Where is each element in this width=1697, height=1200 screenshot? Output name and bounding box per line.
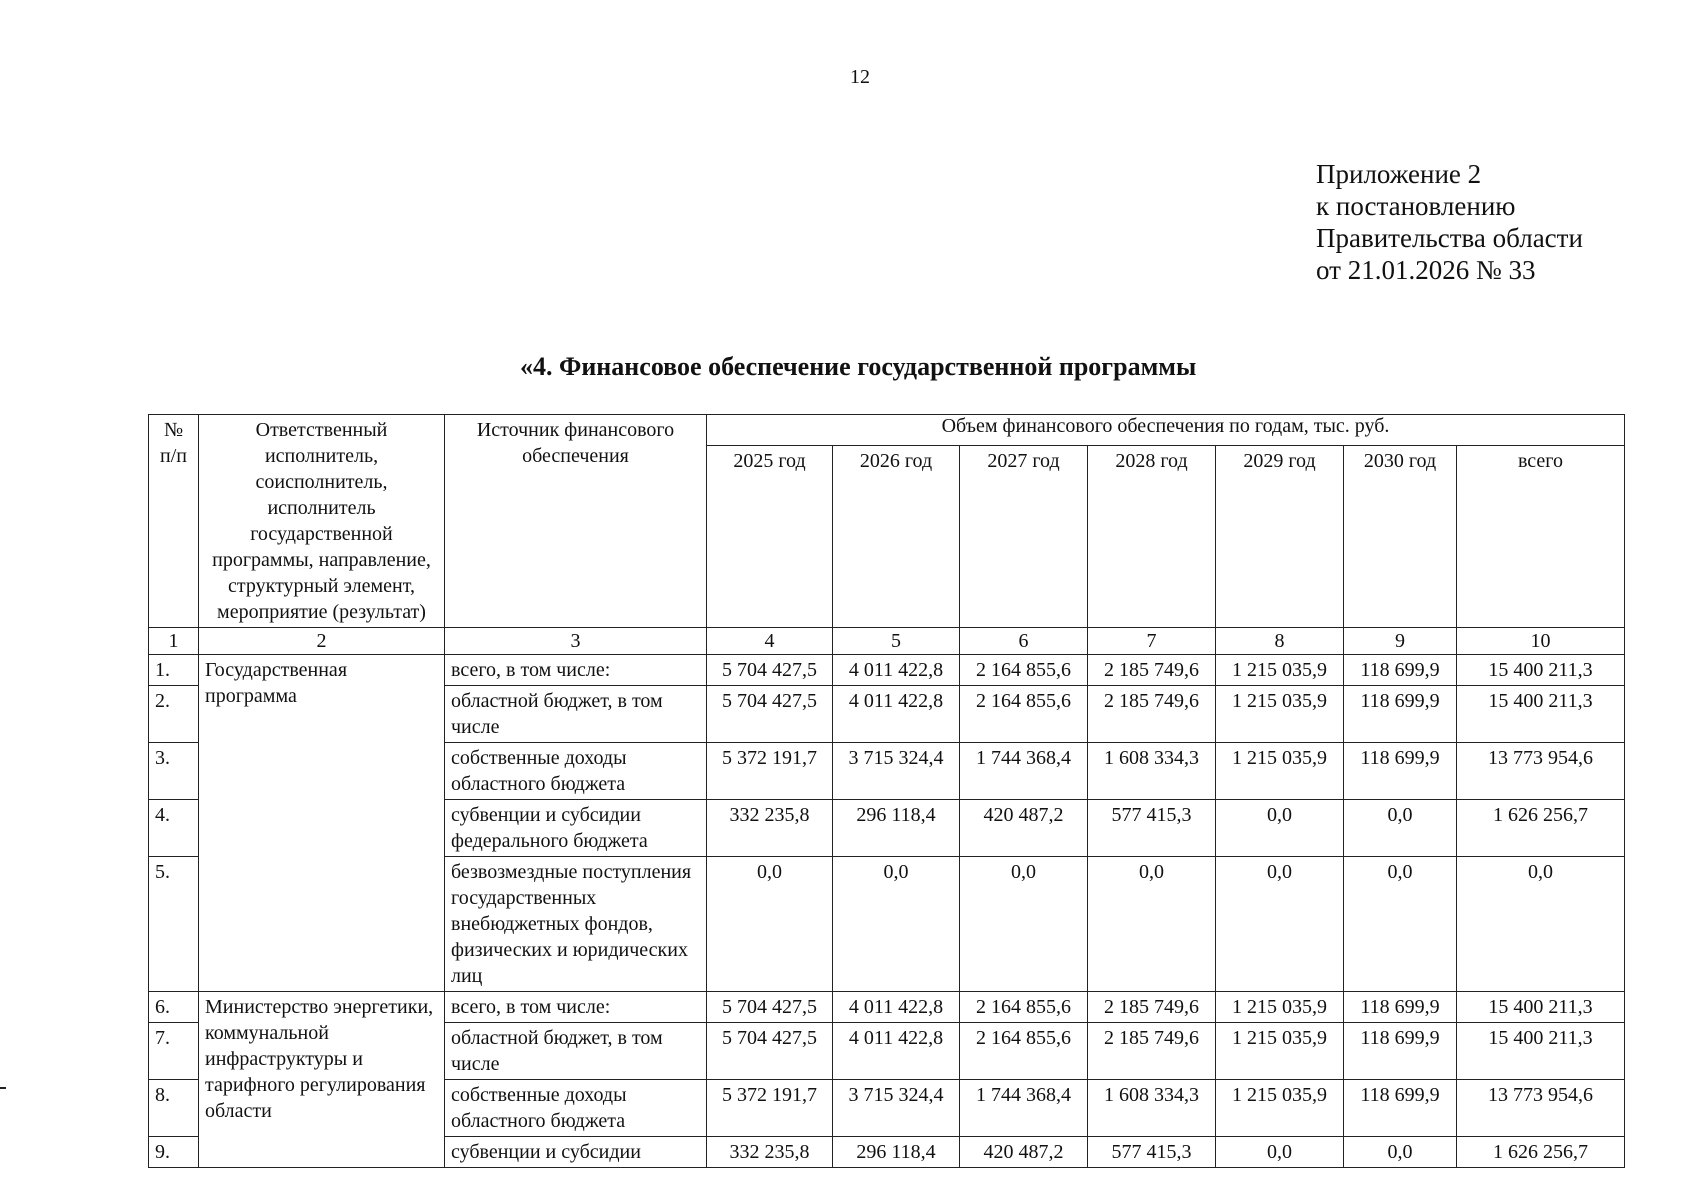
column-index: 10 [1457, 628, 1625, 655]
value-cell: 577 415,3 [1088, 1137, 1216, 1168]
value-cell: 577 415,3 [1088, 800, 1216, 857]
column-index: 4 [707, 628, 833, 655]
value-cell: 4 011 422,8 [833, 992, 960, 1023]
source-cell: собственные доходы областного бюджета [445, 743, 707, 800]
source-cell: безвозмездные поступления государственных внебюджетных фондов, физических и юридических лиц [445, 857, 707, 992]
header-year: 2025 год [707, 446, 833, 628]
column-index: 2 [199, 628, 445, 655]
value-cell: 0,0 [833, 857, 960, 992]
column-index: 6 [960, 628, 1088, 655]
value-cell: 2 164 855,6 [960, 1023, 1088, 1080]
financing-table [148, 414, 1625, 1168]
value-cell: 332 235,8 [707, 800, 833, 857]
source-cell: всего, в том числе: [445, 992, 707, 1023]
value-cell: 0,0 [1216, 800, 1344, 857]
source-cell: всего, в том числе: [445, 655, 707, 686]
value-cell: 3 715 324,4 [833, 743, 960, 800]
value-cell: 5 704 427,5 [707, 992, 833, 1023]
total-cell: 13 773 954,6 [1457, 1080, 1625, 1137]
row-number: 9. [149, 1137, 199, 1168]
responsible-cell: Министерство энергетики, коммунальной инфраструктуры и тарифного регулирования области [199, 992, 445, 1168]
source-cell: областной бюджет, в том числе [445, 686, 707, 743]
value-cell: 0,0 [1216, 1137, 1344, 1168]
appendix-line: к постановлению [1316, 191, 1516, 221]
source-cell: областной бюджет, в том числе [445, 1023, 707, 1080]
header-year: 2028 год [1088, 446, 1216, 628]
header-responsible: Ответственный исполнитель, соисполнитель, исполнитель государственной программы, направление, структурный элемент, мероприятие (результат) [199, 415, 445, 628]
row-number: 6. [149, 992, 199, 1023]
value-cell: 1 215 035,9 [1216, 686, 1344, 743]
value-cell: 296 118,4 [833, 1137, 960, 1168]
value-cell: 420 487,2 [960, 800, 1088, 857]
row-number: 8. [149, 1080, 199, 1137]
value-cell: 2 185 749,6 [1088, 1023, 1216, 1080]
value-cell: 2 164 855,6 [960, 655, 1088, 686]
header-year: 2030 год [1344, 446, 1457, 628]
column-index: 1 [149, 628, 199, 655]
column-index: 7 [1088, 628, 1216, 655]
header-year: 2026 год [833, 446, 960, 628]
value-cell: 1 215 035,9 [1216, 655, 1344, 686]
value-cell: 4 011 422,8 [833, 655, 960, 686]
value-cell: 1 744 368,4 [960, 743, 1088, 800]
total-cell: 15 400 211,3 [1457, 686, 1625, 743]
value-cell: 5 704 427,5 [707, 1023, 833, 1080]
value-cell: 1 215 035,9 [1216, 992, 1344, 1023]
total-cell: 15 400 211,3 [1457, 1023, 1625, 1080]
value-cell: 118 699,9 [1344, 686, 1457, 743]
value-cell: 3 715 324,4 [833, 1080, 960, 1137]
value-cell: 1 744 368,4 [960, 1080, 1088, 1137]
value-cell: 2 164 855,6 [960, 686, 1088, 743]
source-cell: субвенции и субсидии федерального бюджета [445, 800, 707, 857]
value-cell: 1 215 035,9 [1216, 1080, 1344, 1137]
total-cell: 0,0 [1457, 857, 1625, 992]
table-row [149, 655, 1625, 686]
value-cell: 1 608 334,3 [1088, 743, 1216, 800]
value-cell: 2 185 749,6 [1088, 992, 1216, 1023]
header-row-top [149, 415, 1625, 446]
value-cell: 2 185 749,6 [1088, 655, 1216, 686]
value-cell: 0,0 [1344, 800, 1457, 857]
value-cell: 5 372 191,7 [707, 1080, 833, 1137]
header-year: 2029 год [1216, 446, 1344, 628]
value-cell: 118 699,9 [1344, 992, 1457, 1023]
appendix-line: от 21.01.2026 № 33 [1316, 255, 1536, 285]
value-cell: 1 215 035,9 [1216, 743, 1344, 800]
value-cell: 5 704 427,5 [707, 686, 833, 743]
source-cell: субвенции и субсидии [445, 1137, 707, 1168]
row-number: 5. [149, 857, 199, 992]
value-cell: 118 699,9 [1344, 743, 1457, 800]
row-number: 1. [149, 655, 199, 686]
appendix-block [1316, 158, 1583, 286]
total-cell: 15 400 211,3 [1457, 992, 1625, 1023]
total-cell: 15 400 211,3 [1457, 655, 1625, 686]
value-cell: 0,0 [1344, 1137, 1457, 1168]
value-cell: 0,0 [1216, 857, 1344, 992]
value-cell: 5 372 191,7 [707, 743, 833, 800]
appendix-line: Правительства области [1316, 223, 1583, 253]
value-cell: 420 487,2 [960, 1137, 1088, 1168]
value-cell: 5 704 427,5 [707, 655, 833, 686]
column-index: 3 [445, 628, 707, 655]
value-cell: 332 235,8 [707, 1137, 833, 1168]
value-cell: 1 215 035,9 [1216, 1023, 1344, 1080]
column-index-row [149, 628, 1625, 655]
header-num: № п/п [149, 415, 199, 628]
page-number: 12 [850, 66, 870, 88]
value-cell: 0,0 [1344, 857, 1457, 992]
value-cell: 4 011 422,8 [833, 686, 960, 743]
appendix-line: Приложение 2 [1316, 159, 1482, 189]
value-cell: 296 118,4 [833, 800, 960, 857]
table-row [149, 992, 1625, 1023]
value-cell: 0,0 [960, 857, 1088, 992]
column-index: 8 [1216, 628, 1344, 655]
value-cell: 118 699,9 [1344, 1080, 1457, 1137]
section-title: «4. Финансовое обеспечение государственной программы [520, 352, 1197, 381]
value-cell: 0,0 [1088, 857, 1216, 992]
row-number: 7. [149, 1023, 199, 1080]
header-total: всего [1457, 446, 1625, 628]
column-index: 9 [1344, 628, 1457, 655]
value-cell: 2 164 855,6 [960, 992, 1088, 1023]
value-cell: 118 699,9 [1344, 1023, 1457, 1080]
total-cell: 13 773 954,6 [1457, 743, 1625, 800]
row-number: 3. [149, 743, 199, 800]
value-cell: 118 699,9 [1344, 655, 1457, 686]
total-cell: 1 626 256,7 [1457, 800, 1625, 857]
header-source: Источник финансового обеспечения [445, 415, 707, 628]
value-cell: 1 608 334,3 [1088, 1080, 1216, 1137]
value-cell: 4 011 422,8 [833, 1023, 960, 1080]
row-number: 2. [149, 686, 199, 743]
header-year: 2027 год [960, 446, 1088, 628]
value-cell: 0,0 [707, 857, 833, 992]
row-number: 4. [149, 800, 199, 857]
header-volume: Объем финансового обеспечения по годам, тыс. руб. [707, 415, 1625, 446]
source-cell: собственные доходы областного бюджета [445, 1080, 707, 1137]
margin-mark [0, 1087, 6, 1089]
value-cell: 2 185 749,6 [1088, 686, 1216, 743]
responsible-cell: Государственная программа [199, 655, 445, 992]
column-index: 5 [833, 628, 960, 655]
total-cell: 1 626 256,7 [1457, 1137, 1625, 1168]
